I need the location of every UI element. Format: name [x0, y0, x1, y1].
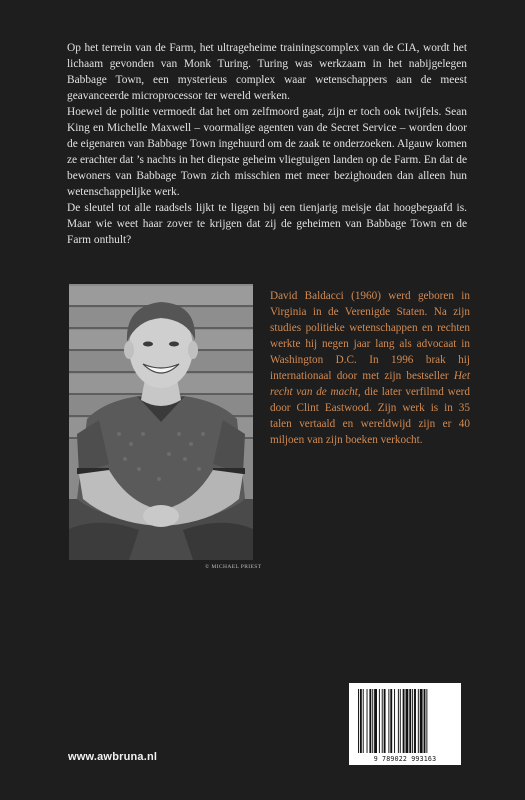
bio-text-start: David Baldacci (1960) werd geboren in Virginia in de Verenigde Staten. Na zijn studies politieke wetenschappen en rechten werkte hij negen jaar lang als advocaat in Washington D.C. In 1996 brak hij internationaal door met zijn bestseller	[270, 290, 470, 382]
author-photo-illustration	[69, 284, 253, 560]
isbn-digits: 9 789022 993163	[373, 755, 437, 763]
blurb-paragraph-3: De sleutel tot alle raadsels lijkt te liggen bij een tienjarig meisje dat hoogbegaafd is. Maar wie weet haar zover te krijgen dat zij de geheimen van Babbage Town en de Farm onthult?	[67, 202, 467, 246]
author-bio	[270, 288, 470, 448]
bio-text-end: , die later verfilmd werd door Clint Eastwood. Zijn werk is in 35 talen vertaald en wereldwijd zijn er 40 miljoen van zijn boeken verkocht.	[270, 386, 470, 446]
bio-book-title: Het recht van de macht	[270, 370, 470, 398]
barcode-bars	[349, 683, 461, 765]
photo-credit: © MICHAEL PRIEST	[205, 564, 262, 570]
blurb-paragraph-2: Hoewel de politie vermoedt dat het om zelfmoord gaat, zijn er toch ook twijfels. Sean King en Michelle Maxwell – voormalige agenten van de Secret Service – worden door de eigenaren van Babbage Town ingehuurd om de zaak te onderzoeken. Algauw komen ze erachter dat ’s nachts in het diepste geheim vliegtuigen landen op de Farm. En dat de bewoners van Babbage Town zich misschien met meer bezighouden dan alleen hun wetenschappelijke werk.	[67, 106, 467, 198]
author-photo	[69, 284, 253, 560]
isbn-barcode	[349, 683, 461, 765]
blurb-text	[67, 40, 467, 248]
blurb-paragraph-1: Op het terrein van de Farm, het ultrageheime trainingscomplex van de CIA, wordt het lichaam gevonden van Monk Turing. Turing was werkzaam in het nabijgelegen Babbage Town, een mysterieus complex waar wetenschappers aan de meest geavanceerde microprocessor ter wereld werken.	[67, 42, 467, 102]
publisher-website[interactable]: www.awbruna.nl	[68, 751, 158, 763]
